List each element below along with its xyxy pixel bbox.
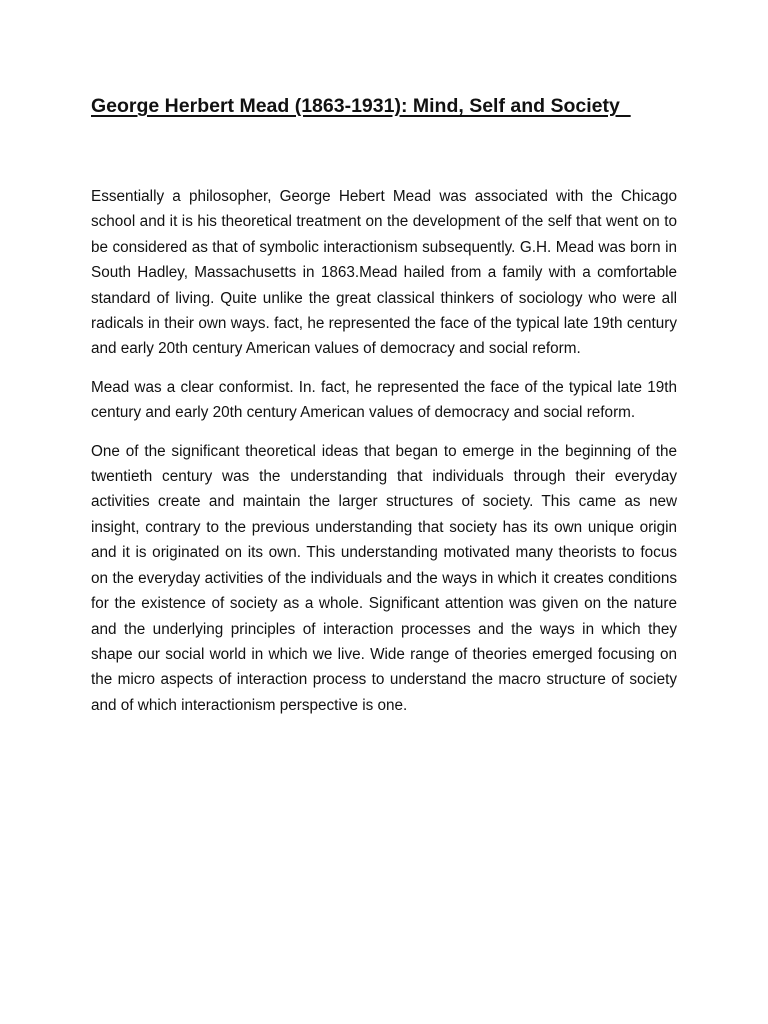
- paragraph-interactionism: One of the significant theoretical ideas that began to emerge in the beginning of the twentieth century was the understanding that individuals through their everyday activities create and maintain the larger structures of society. This came as new insight, contrary to the previous understanding that society has its own unique origin and it is originated on its own. This understanding motivated many theorists to focus on the everyday activities of the individuals and the ways in which it creates conditions for the existence of society as a whole. Significant attention was given on the nature and the underlying principles of interaction processes and the ways in which they shape our social world in which we live. Wide range of theories emerged focusing on the micro aspects of interaction process to understand the macro structure of society and of which interactionism perspective is one.: [91, 442, 677, 714]
- paragraph-intro: Essentially a philosopher, George Hebert Mead was associated with the Chicago school and it is his theoretical treatment on the development of the self that went on to be considered as that of symbolic interactionism subsequently. G.H. Mead was born in South Hadley, Massachusetts in 1863.Mead hailed from a family with a comfortable standard of living. Quite unlike the great classical thinkers of sociology who were all radicals in their own ways. fact, he represented the face of the typical late 19th century and early 20th century American values of democracy and social reform.: [91, 188, 677, 358]
- document-body: [91, 184, 677, 731]
- page-title: George Herbert Mead (1863-1931): Mind, Self and Society: [91, 95, 631, 117]
- paragraph-conformist: Mead was a clear conformist. In. fact, he represented the face of the typical late 19th century and early 20th century American values of democracy and social reform.: [91, 378, 677, 422]
